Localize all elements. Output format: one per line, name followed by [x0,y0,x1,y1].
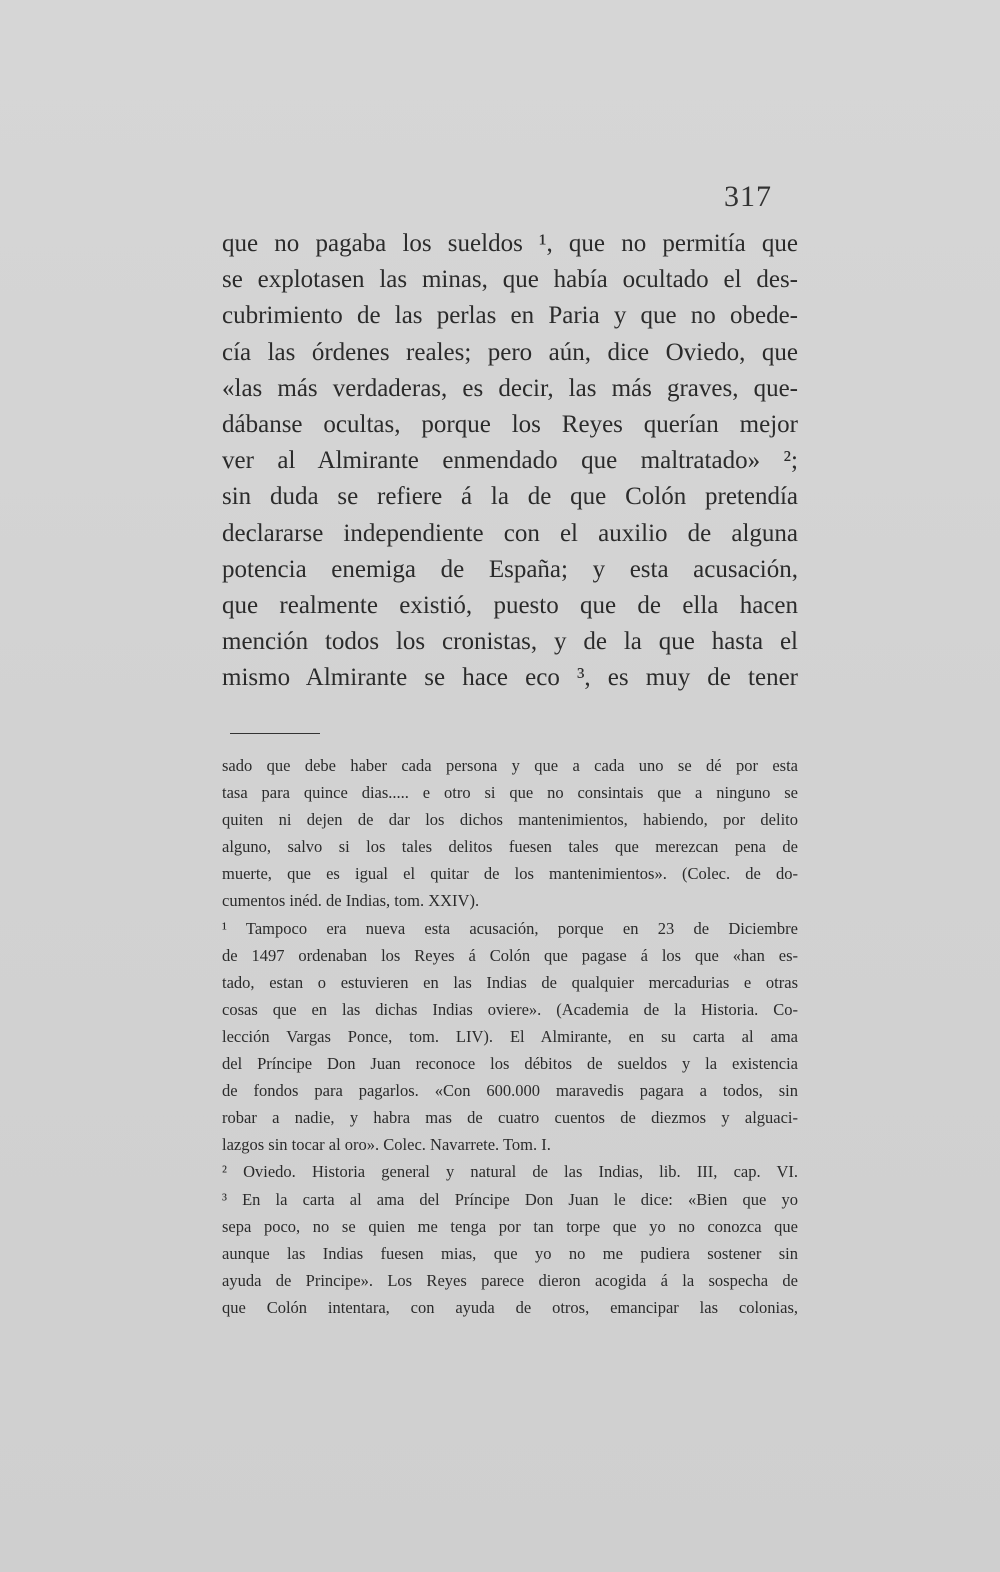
footnote-line: robar a nadie, y habra mas de cuatro cuentos de diezmos y alguaci- [222,1108,798,1128]
footnote-line: lazgos sin tocar al oro». Colec. Navarrete. Tom. I. [222,1135,551,1155]
footnote-line: quiten ni dejen de dar los dichos mantenimientos, habiendo, por delito [222,810,798,830]
footnote-line: alguno, salvo si los tales delitos fuesen tales que merezcan pena de [222,837,798,857]
footnote-line: aunque las Indias fuesen mias, que yo no me pudiera sostener sin [222,1243,798,1263]
footnote-line: cumentos inéd. de Indias, tom. XXIV). [222,891,480,911]
footnote-line: de fondos para pagarlos. «Con 600.000 maravedis pagara a todos, sin [222,1081,798,1101]
body-line: «las más verdaderas, es decir, las más graves, que- [222,374,798,402]
footnote-line: tado, estan o estuvieren en las Indias de qualquier mercadurias e otras [222,972,798,992]
footnote-line: sepa poco, no se quien me tenga por tan torpe que yo no conozca que [222,1216,798,1236]
footnote-line: de 1497 ordenaban los Reyes á Colón que pagase á los que «han es- [222,945,798,965]
body-line: cía las órdenes reales; pero aún, dice Oviedo, que [222,338,798,366]
footnote-separator [230,733,320,734]
footnote-line: que Colón intentara, con ayuda de otros, emancipar las colonias, [222,1297,798,1317]
body-line: que realmente existió, puesto que de ella hacen [222,591,798,619]
main-text [222,226,798,696]
footnote-line: cosas que en las dichas Indias oviere». (Academia de la Historia. Co- [222,999,798,1019]
body-line: mismo Almirante se hace eco ³, es muy de tener [222,664,798,692]
footnote-line: tasa para quince dias..... e otro si que no consintais que a ninguno se [222,783,798,803]
body-line: declararse independiente con el auxilio de alguna [222,519,798,547]
footnote-line: ayuda de Principe». Los Reyes parece dieron acogida á la sospecha de [222,1270,798,1290]
body-line: dábanse ocultas, porque los Reyes querían mejor [222,410,798,438]
page-number: 317 [724,180,772,213]
body-line: que no pagaba los sueldos ¹, que no permitía que [222,230,798,257]
body-line: cubrimiento de las perlas en Paria y que no obede- [222,302,798,330]
footnote-line: sado que debe haber cada persona y que a cada uno se dé por esta [222,756,798,775]
footnote-2: ² Oviedo. Historia general y natural de las Indias, lib. III, cap. VI. [222,1162,798,1182]
body-line: ver al Almirante enmendado que maltratado» ²; [222,447,798,475]
footnotes [222,752,798,1321]
body-line: mención todos los cronistas, y de la que hasta el [222,628,798,656]
footnote-3: ³ En la carta al ama del Príncipe Don Juan le dice: «Bien que yo [222,1189,798,1209]
body-line: potencia enemiga de España; y esta acusación, [222,555,798,583]
footnote-line: del Príncipe Don Juan reconoce los débitos de sueldos y la existencia [222,1054,798,1074]
footnote-line: muerte, que es igual el quitar de los mantenimientos». (Colec. de do- [222,864,798,884]
body-line: se explotasen las minas, que había ocultado el des- [222,266,798,294]
footnote-1: ¹ Tampoco era nueva esta acusación, porque en 23 de Diciembre [222,918,798,938]
footnote-line: lección Vargas Ponce, tom. LIV). El Almirante, en su carta al ama [222,1026,798,1046]
body-line: sin duda se refiere á la de que Colón pretendía [222,483,798,511]
